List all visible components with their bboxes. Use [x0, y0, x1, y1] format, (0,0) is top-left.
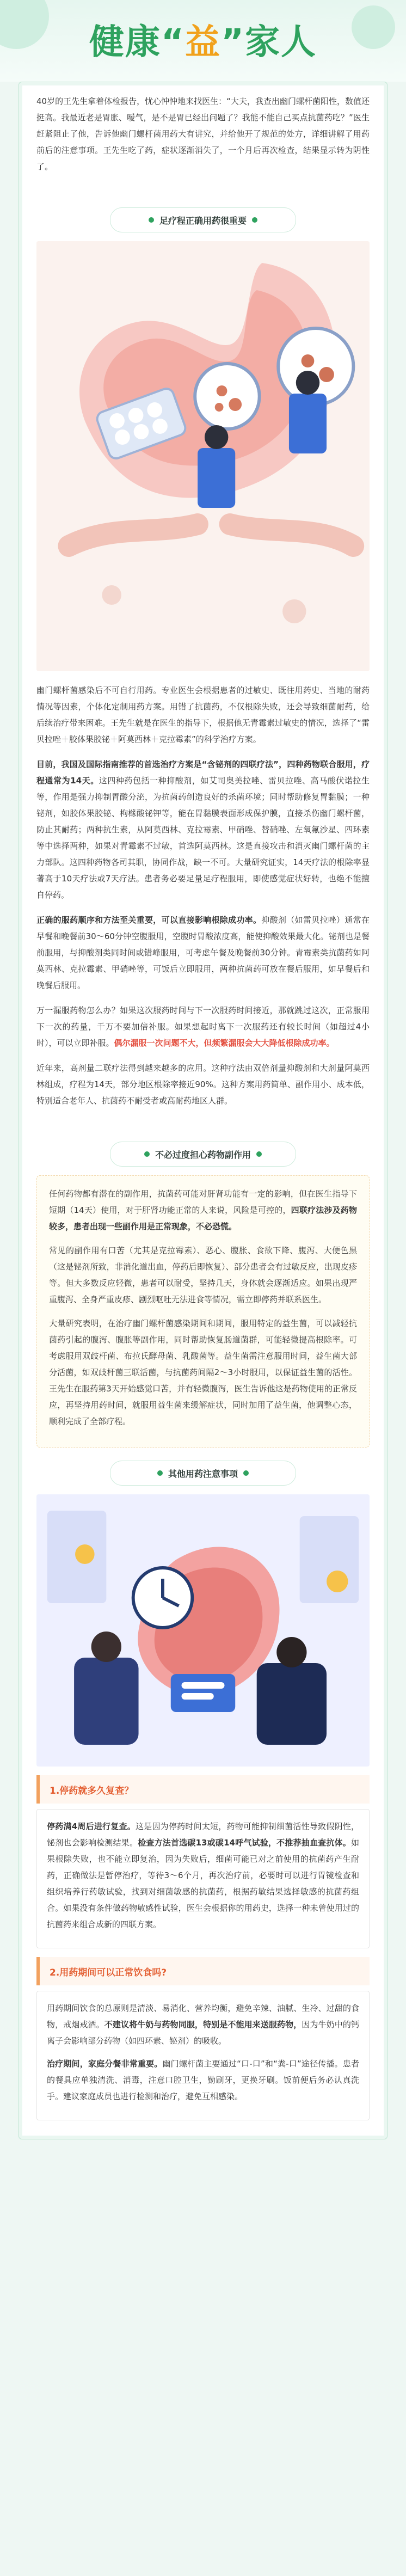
paragraph: 幽门螺杆菌感染后不可自行用药。专业医生会根据患者的过敏史、既往用药史、当地的耐药情况等因素，个体化定制用药方案。用错了抗菌药，不仅根除失败，还会导致细菌耐药，给后续治疗带来困难。王先生就是在医生的指导下，根据他无青霉素过敏史的情况，选择了“雷贝拉唑＋胶体果胶铋＋阿莫西林＋克拉霉素”的科学治疗方案。 [36, 685, 370, 744]
medical-team-illustration [36, 1494, 370, 1767]
section-1-text [19, 671, 387, 1128]
paragraph: 近年来，高剂量二联疗法得到越来越多的应用。这种疗法由双倍剂量抑酸剂和大剂量阿莫西林组成，疗程为14天，部分地区根除率接近90%。这种方案用药简单、副作用小、成本低，特别适合老年人、抗菌药不耐受者或高耐药地区人群。 [36, 1063, 370, 1106]
paragraph: 大量研究表明，在治疗幽门螺杆菌感染期间和期间，服用特定的益生菌，可以减轻抗菌药引起的腹泻、腹胀等副作用，同时帮助恢复肠道菌群，可能轻微提高根除率。可考虑服用双歧杆菌、布拉氏酵母菌、乳酸菌等。益生菌需注意服用时间，益生菌大部分活菌，如双歧杆菌三联活菌，与抗菌药间隔2～3小时服用，以保证益生菌的活性。王先生在服药第3天开始感觉口苦，并有轻微腹泻，医生告诉他这是药物使用的正常反应，再坚持用药时间，就服用益生菌来缓解症状，同时加用了益生菌，他调整心态，顺利完成了全部疗程。 [49, 1318, 357, 1426]
dot-icon [252, 217, 257, 223]
paragraph: 治疗期间，家庭分餐非常重要。幽门螺杆菌主要通过“口-口”和“粪-口”途径传播。患者的餐具应单独清洗、消毒，注意口腔卫生，勤刷牙，更换牙刷。饭前便后务必认真洗手。建议家庭成员也进行检测和治疗，避免互相感染。 [47, 2059, 359, 2101]
paragraph: 停药满4周后进行复查。这是因为停药时间太短，药物可能抑制细菌活性导致假阴性，铋剂也会影响检测结果。检查方法首选碳13或碳14呼气试验，不推荐抽血查抗体。如果根除失败，也不能立即复治，因为失败后，细菌可能已对之前使用的抗菌药产生耐药，正确做法是暂停治疗，等待3～6个月，再次治疗前，必要时可以进行胃镜检查和组织培养行药敏试验，找到对细菌敏感的抗菌药，根据药敏结果选择敏感的抗菌药组合。如果没有条件做药物敏感性试验，医生会根据你的用药史，选择一种未曾使用过的抗菌药来组合成新的四联方案。 [47, 1821, 359, 1929]
dot-icon [157, 1470, 163, 1476]
faq-2-answer [36, 1991, 370, 2120]
faq-1-header: 1.停药就多久复查？ [36, 1775, 370, 1804]
spacer [19, 2129, 387, 2139]
section-header-3: 其他用药注意事项 [110, 1461, 296, 1486]
faq-1-answer [36, 1809, 370, 1948]
dot-icon [144, 1151, 150, 1157]
dot-icon [243, 1470, 249, 1476]
stomach-medical-illustration [36, 241, 370, 671]
section-2-note [36, 1175, 370, 1448]
medical-team-illustration-svg [36, 1494, 370, 1767]
article-card [19, 82, 387, 2139]
stomach-medical-illustration-svg [36, 241, 370, 671]
paragraph: 目前，我国及国际指南推荐的首选治疗方案是“含铋剂的四联疗法”，四种药物联合服用，疗程通常为14天。这四种药包括一种抑酸剂，如艾司奥美拉唑、雷贝拉唑、高马酸伏诺拉生等，作用是强力抑制胃酸分泌，为抗菌药创造良好的杀菌环境；同时帮助修复胃黏膜；一种铋剂，如胶体果胶铋、枸橼酸铋钾等，能在胃黏膜表面形成保护膜，直接杀伤幽门螺杆菌，防止其耐药；两种抗生素，从阿莫西林、克拉霉素、甲硝唑、替硝唑、左氧氟沙星、四环素等中选择两种，如果对青霉素不过敏，首选阿莫西林。这是直接攻击和消灭幽门螺杆菌的主力部队。这四种药物各司其职，协同作战，缺一不可。大量研究证实，14天疗法的根除率显著高于10天疗法或7天疗法。患者务必要足量足疗程服用，即使感觉症状好转，也绝不能擅自停药。 [36, 759, 370, 900]
dot-icon [149, 217, 154, 223]
intro-paragraph: 40岁的王先生拿着体检报告，忧心忡忡地来找医生：“大夫，我查出幽门螺杆菌阳性，数值还挺高。我最近老是胃胀、嗳气，是不是胃已经出问题了？我能不能自己买点抗菌药吃？”医生赶紧阻止了他，告诉他幽门螺杆菌用药大有讲究，并给他开了规范的处方，详细讲解了用药前后的注意事项。王先生吃了药，症状逐渐消失了，一个月后再次检查，结果显示转为阴性了。 [36, 96, 370, 171]
bottom-padding [0, 2139, 406, 2149]
dot-icon [256, 1151, 262, 1157]
intro [19, 82, 387, 194]
section-header-2: 不必过度担心药物副作用 [110, 1142, 296, 1167]
paragraph: 任何药物都有潜在的副作用，抗菌药可能对肝肾功能有一定的影响，但在医生指导下短期（14天）使用，对于肝肾功能正常的人来说，风险是可控的，四联疗法涉及药物较多，患者出现一些副作用是正常现象，不必恐慌。 [49, 1189, 357, 1231]
section-header-1: 足疗程正确用药很重要 [110, 207, 296, 232]
paragraph: 正确的服药顺序和方法至关重要，可以直接影响根除成功率。抑酸剂（如雷贝拉唑）通常在早餐和晚餐前30～60分钟空腹服用，空腹时胃酸浓度高，能使抑酸效果最大化。铋剂也是餐前服用，与抑酸剂类同时间或错峰服用，可考虑午餐及晚餐前30分钟。青霉素类抗菌药如阿莫西林、克拉霉素、甲硝唑等，可饭后立即服用，两种抗菌药可放在餐后服用，如早餐后和晚餐后服用。 [36, 915, 370, 990]
header-banner [0, 0, 406, 82]
page-title: 健康“益”家人 [89, 22, 317, 63]
paragraph: 常见的副作用有口苦（尤其是克拉霉素）、恶心、腹胀、食欲下降、腹泻、大便色黑（这是铋剂所致，非消化道出血，停药后即恢复）、部分患者会有过敏反应，出现皮疹等。但大多数反应轻微，患者可以耐受，坚持几天，身体就会逐渐适应。如果出现严重腹泻、全身严重皮疹、剧烈呕吐无法进食等情况，需立即停药并联系医生。 [49, 1246, 357, 1304]
section-1-illustration-wrap [19, 241, 387, 671]
paragraph: 用药期间饮食的总原则是清淡、易消化、营养均衡，避免辛辣、油腻、生冷、过甜的食物，戒烟戒酒。不建议将牛奶与药物同服，特别是不能用来送服药物，因为牛奶中的钙离子会影响部分药物（如四环素、铋剂）的吸收。 [47, 2003, 359, 2046]
faq-2-header: 2.用药期间可以正常饮食吗? [36, 1957, 370, 1985]
section-3-illustration-wrap [19, 1494, 387, 1767]
paragraph: 万一漏服药物怎么办？如果这次服药时间与下一次服药时间接近，那就跳过这次，正常服用下一次的药量，千万不要加倍补服。如果想起时离下一次服药还有较长时间（如超过4小时），可以立即补服。偶尔漏服一次问题不大，但频繁漏服会大大降低根除成功率。 [36, 1005, 370, 1048]
